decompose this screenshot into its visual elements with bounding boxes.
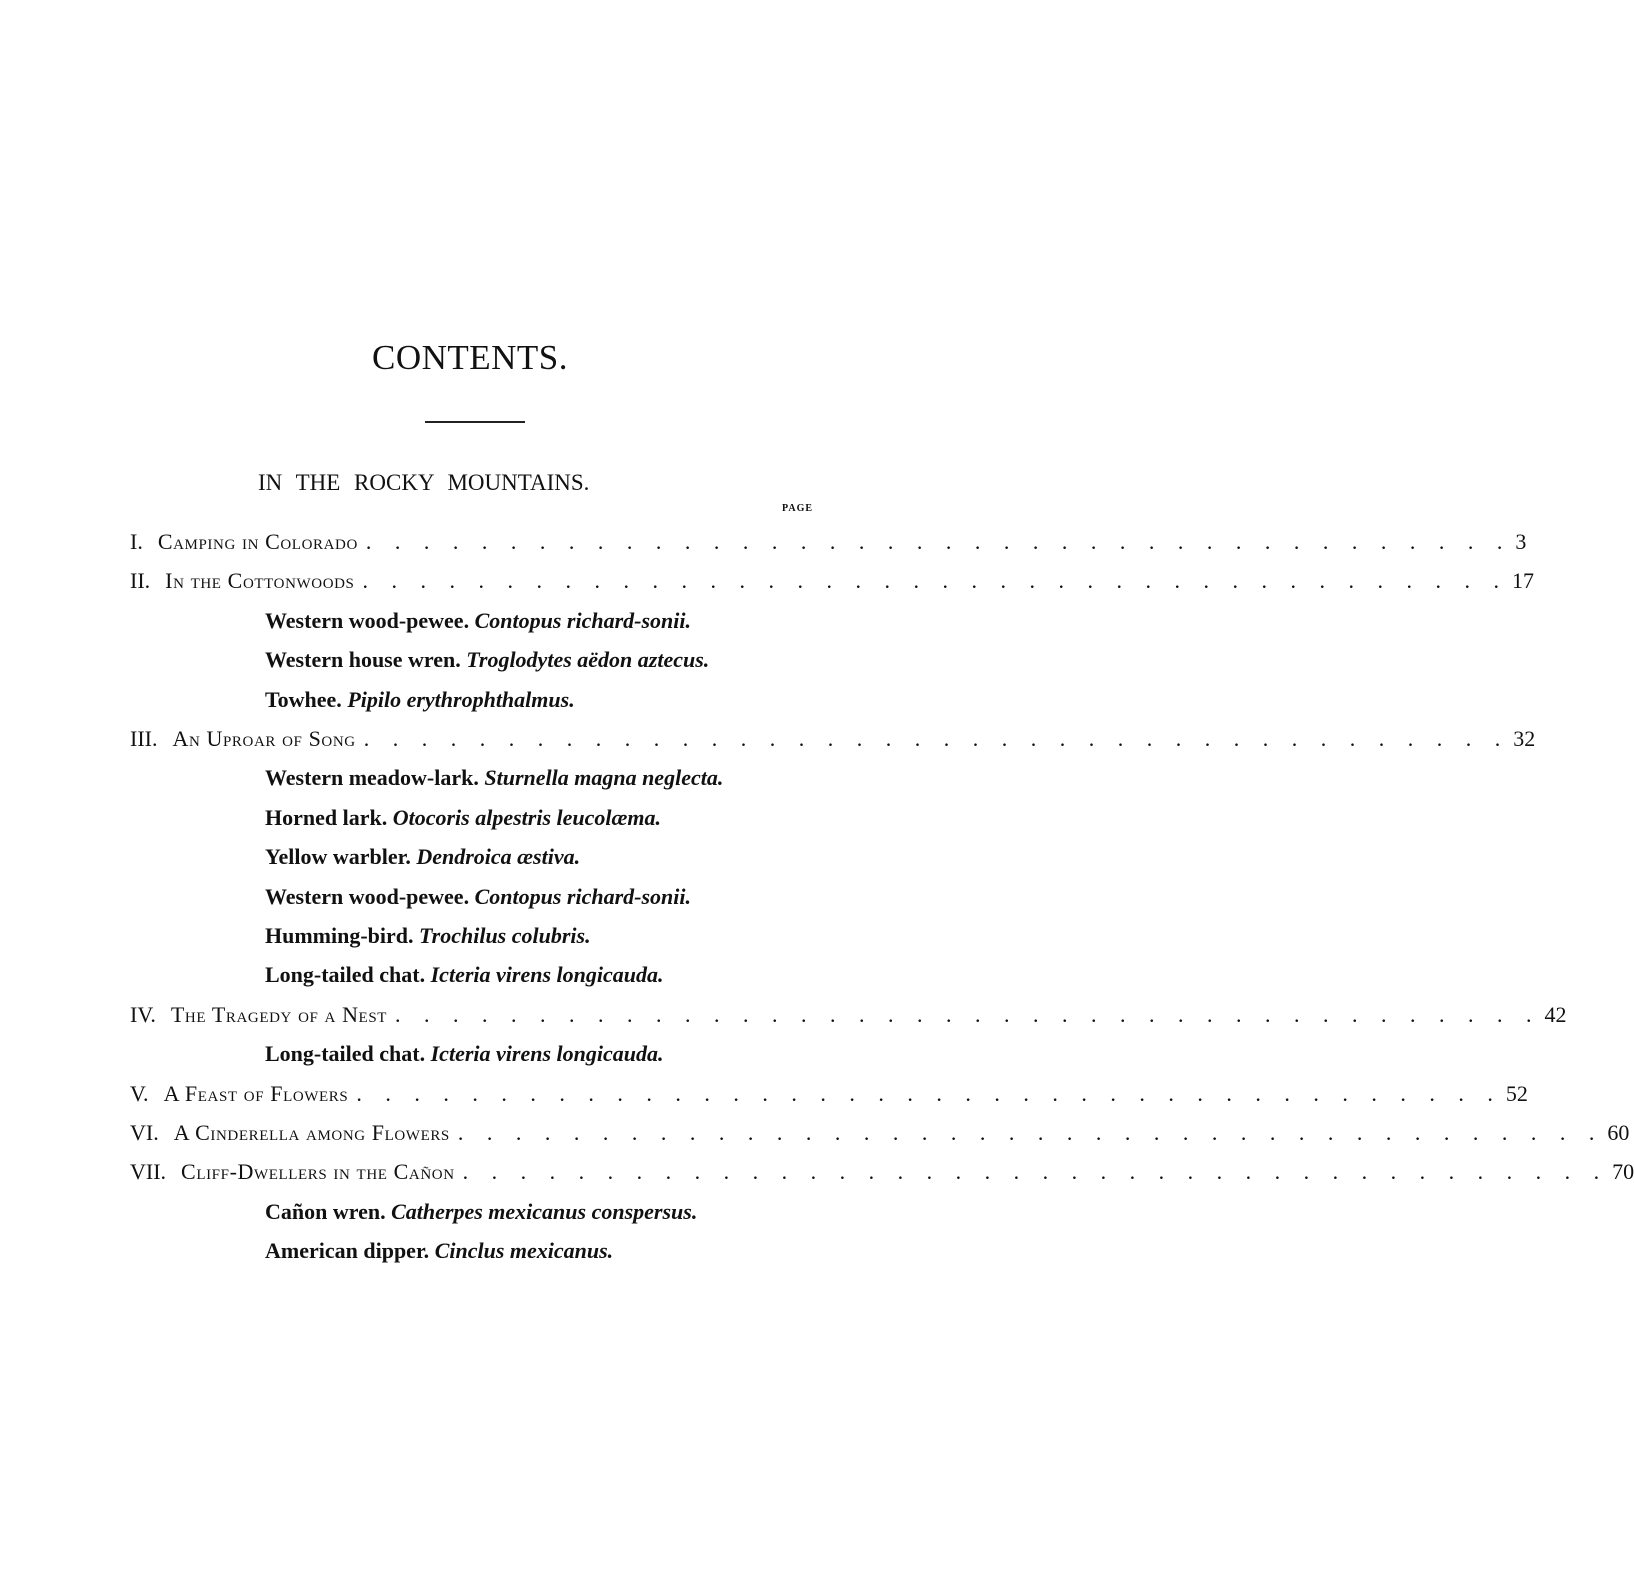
- dot-leader: . . . . . . . . . . . . . . . . . . . . . . . . . . . . . . . . . . . . . . . .: [395, 1001, 1541, 1027]
- bird-common-name: Western wood-pewee.: [265, 883, 475, 909]
- bird-latin-name: Icteria virens longicauda.: [430, 962, 664, 988]
- chapter-page-number: 3: [1515, 529, 1527, 554]
- bird-entry: [265, 837, 801, 876]
- bird-entry: [265, 877, 801, 916]
- chapter-title: A Feast of Flowers: [163, 1080, 349, 1106]
- chapter-entry[interactable]: [130, 1152, 1634, 1191]
- chapter-page-number: 32: [1513, 726, 1536, 751]
- bird-entry: [265, 758, 801, 797]
- chapter-title: The Tragedy of a Nest: [170, 1001, 388, 1027]
- chapter-title: An Uproar of Song: [172, 726, 356, 751]
- chapter-numeral: I.: [130, 529, 143, 554]
- bird-common-name: American dipper.: [265, 1238, 435, 1264]
- chapter-entry[interactable]: [130, 1074, 1528, 1113]
- bird-entry: [265, 601, 801, 640]
- page-column-label: PAGE: [782, 503, 814, 514]
- bird-latin-name: Catherpes mexicanus conspersus.: [391, 1198, 698, 1224]
- title-rule: [425, 421, 525, 423]
- chapter-title: A Cinderella among Flowers: [173, 1120, 450, 1146]
- bird-entry: [265, 1231, 801, 1270]
- bird-entry: [265, 640, 801, 679]
- chapter-numeral: VII.: [130, 1159, 167, 1185]
- bird-common-name: Horned lark.: [265, 804, 393, 830]
- chapter-entry[interactable]: [130, 561, 1534, 600]
- dot-leader: . . . . . . . . . . . . . . . . . . . . . . . . . . . . . . . . . . . . . . . .: [356, 1080, 1502, 1106]
- bird-latin-name: Otocoris alpestris leucolæma.: [392, 804, 662, 830]
- chapter-title: Cliff-Dwellers in the Cañon: [181, 1159, 455, 1185]
- dot-leader: . . . . . . . . . . . . . . . . . . . . . . . . . . . . . . . . . . . . . . . .: [457, 1120, 1604, 1146]
- chapter-numeral: V.: [130, 1080, 149, 1106]
- bird-latin-name: Sturnella magna neglecta.: [484, 765, 724, 791]
- bird-latin-name: Contopus richard-sonii.: [474, 607, 691, 633]
- dot-leader: . . . . . . . . . . . . . . . . . . . . . . . . . . . . . . . . . . . . . . . .: [365, 529, 1512, 554]
- bird-common-name: Humming-bird.: [265, 923, 420, 949]
- bird-common-name: Towhee.: [265, 686, 348, 712]
- bird-entry: [265, 680, 801, 719]
- bird-common-name: Western meadow-lark.: [265, 765, 485, 791]
- page-title: CONTENTS.: [371, 338, 569, 377]
- part-title: IN THE ROCKY MOUNTAINS.: [258, 470, 590, 495]
- table-of-contents: [130, 522, 1634, 1271]
- dot-leader: . . . . . . . . . . . . . . . . . . . . . . . . . . . . . . . . . . . . . . . .: [362, 568, 1508, 594]
- chapter-title: In the Cottonwoods: [165, 568, 355, 594]
- bird-latin-name: Trochilus colubris.: [419, 923, 591, 949]
- chapter-page-number: 52: [1505, 1080, 1528, 1106]
- dot-leader: . . . . . . . . . . . . . . . . . . . . . . . . . . . . . . . . . . . . . . . .: [363, 726, 1510, 751]
- dot-leader: . . . . . . . . . . . . . . . . . . . . . . . . . . . . . . . . . . . . . . . .: [462, 1159, 1609, 1185]
- bird-entry: [265, 1192, 801, 1231]
- bird-entry: [265, 916, 801, 955]
- chapter-numeral: III.: [130, 726, 158, 751]
- bird-common-name: Cañon wren.: [265, 1198, 392, 1224]
- bird-latin-name: Icteria virens longicauda.: [430, 1041, 664, 1067]
- chapter-page-number: 60: [1607, 1120, 1630, 1146]
- chapter-title: Camping in Colorado: [157, 529, 358, 554]
- bird-common-name: Western house wren.: [265, 647, 467, 673]
- chapter-numeral: VI.: [130, 1120, 159, 1146]
- bird-latin-name: Cinclus mexicanus.: [434, 1238, 614, 1264]
- bird-entry: [265, 955, 801, 994]
- bird-entry: [265, 1034, 801, 1073]
- chapter-entry[interactable]: [130, 719, 1536, 758]
- bird-latin-name: Dendroica æstiva.: [416, 844, 581, 870]
- chapter-page-number: 17: [1512, 568, 1534, 594]
- bird-latin-name: Pipilo erythrophthalmus.: [347, 686, 575, 712]
- chapter-page-number: 42: [1544, 1001, 1567, 1027]
- bird-common-name: Long-tailed chat.: [265, 962, 431, 988]
- bird-entry: [265, 798, 801, 837]
- chapter-entry[interactable]: [130, 1113, 1630, 1152]
- chapter-numeral: IV.: [130, 1001, 156, 1027]
- chapter-entry[interactable]: [130, 522, 1527, 561]
- bird-latin-name: Contopus richard-sonii.: [474, 883, 691, 909]
- bird-common-name: Yellow warbler.: [265, 844, 417, 870]
- chapter-entry[interactable]: [130, 995, 1567, 1034]
- bird-common-name: Long-tailed chat.: [265, 1041, 431, 1067]
- chapter-numeral: II.: [130, 568, 151, 594]
- bird-common-name: Western wood-pewee.: [265, 607, 475, 633]
- chapter-page-number: 70: [1612, 1159, 1634, 1185]
- bird-latin-name: Troglodytes aëdon aztecus.: [466, 647, 710, 673]
